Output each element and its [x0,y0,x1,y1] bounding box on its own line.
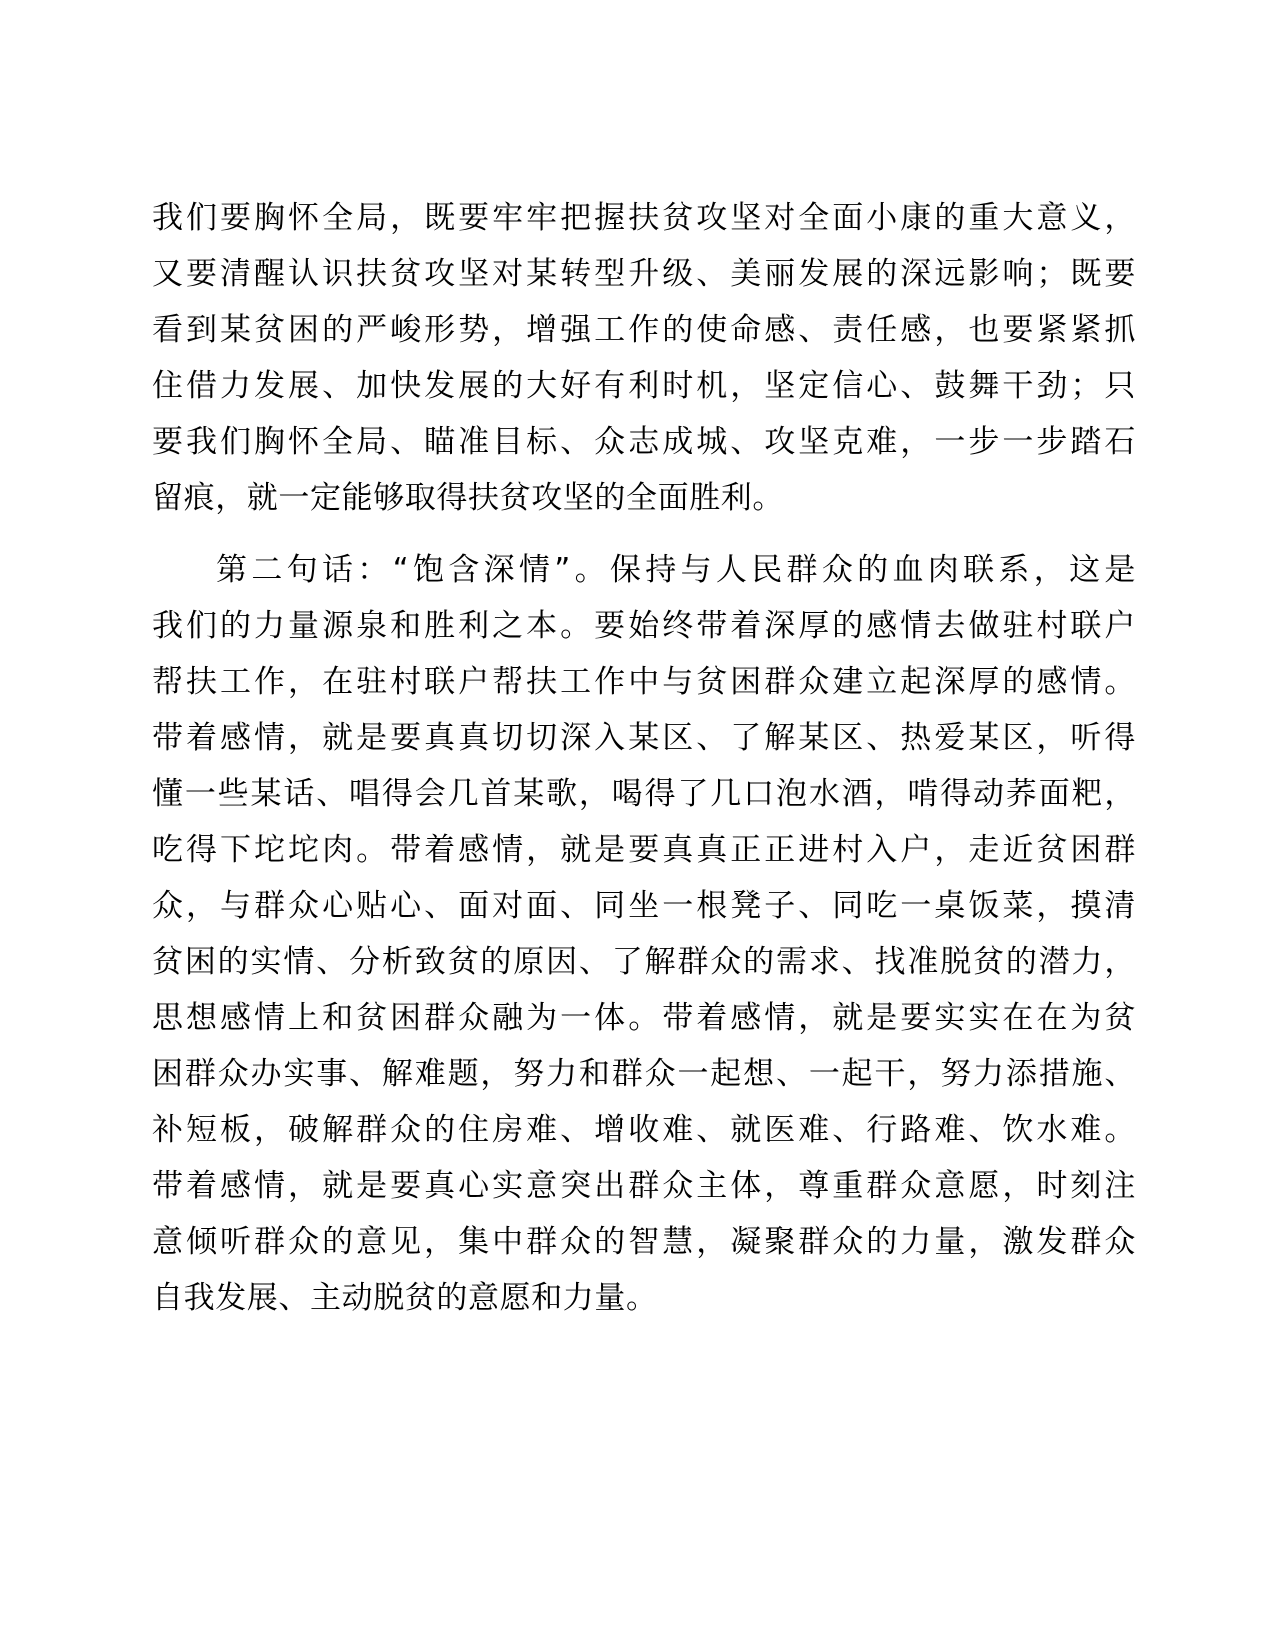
paragraph-1 [152,190,1136,526]
paragraph-line: 第二句话：“饱含深情”。保持与人民群众的血肉联系，这是 [216,552,1136,588]
paragraph-line: 帮扶工作，在驻村联户帮扶工作中与贫困群众建立起深厚的感情。 [152,664,1136,700]
paragraph-line: 我们的力量源泉和胜利之本。要始终带着深厚的感情去做驻村联户 [152,608,1136,644]
paragraph-line: 要我们胸怀全局、瞄准目标、众志成城、攻坚克难，一步一步踏石 [152,424,1136,460]
paragraph-line: 贫困的实情、分析致贫的原因、了解群众的需求、找准脱贫的潜力， [152,944,1136,980]
paragraph-line: 吃得下坨坨肉。带着感情，就是要真真正正进村入户，走近贫困群 [152,832,1136,868]
paragraph-line: 带着感情，就是要真心实意突出群众主体，尊重群众意愿，时刻注 [152,1168,1136,1204]
paragraph-line: 困群众办实事、解难题，努力和群众一起想、一起干，努力添措施、 [152,1056,1136,1092]
paragraph-line: 住借力发展、加快发展的大好有利时机，坚定信心、鼓舞干劲；只 [152,368,1136,404]
paragraph-line: 自我发展、主动脱贫的意愿和力量。 [152,1280,658,1316]
paragraph-line: 懂一些某话、唱得会几首某歌，喝得了几口泡水酒，啃得动荞面粑， [152,776,1136,812]
paragraph-line: 带着感情，就是要真真切切深入某区、了解某区、热爱某区，听得 [152,720,1136,756]
paragraph-line: 留痕，就一定能够取得扶贫攻坚的全面胜利。 [152,480,784,516]
paragraph-line: 思想感情上和贫困群众融为一体。带着感情，就是要实实在在为贫 [152,1000,1136,1036]
paragraph-line: 我们要胸怀全局，既要牢牢把握扶贫攻坚对全面小康的重大意义， [152,200,1136,236]
paragraph-line: 众，与群众心贴心、面对面、同坐一根凳子、同吃一桌饭菜，摸清 [152,888,1136,924]
paragraph-line: 补短板，破解群众的住房难、增收难、就医难、行路难、饮水难。 [152,1112,1136,1148]
paragraph-line: 又要清醒认识扶贫攻坚对某转型升级、美丽发展的深远影响；既要 [152,256,1136,292]
paragraph-line: 意倾听群众的意见，集中群众的智慧，凝聚群众的力量，激发群众 [152,1224,1136,1260]
paragraph-2 [152,542,1136,1326]
paragraph-line: 看到某贫困的严峻形势，增强工作的使命感、责任感，也要紧紧抓 [152,312,1136,348]
